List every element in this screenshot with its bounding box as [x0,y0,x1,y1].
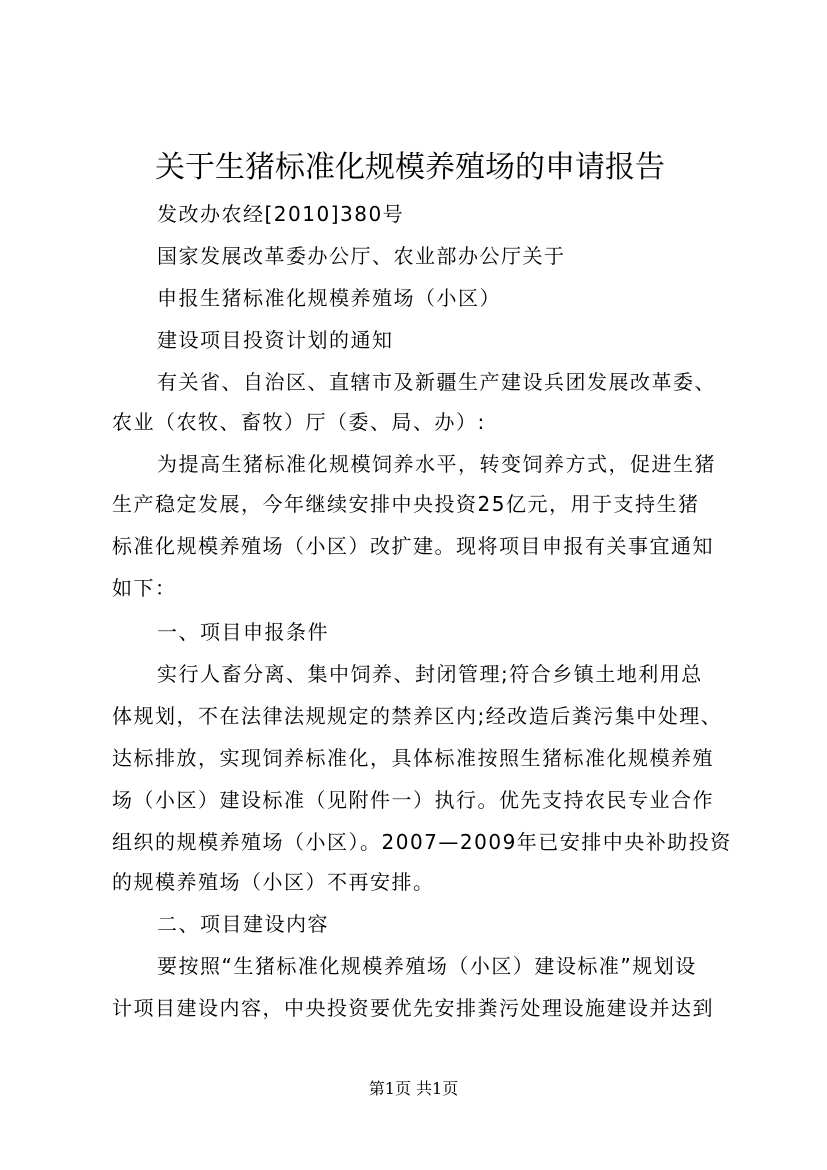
document-line: 有关省、自治区、直辖市及新疆生产建设兵团发展改革委、 [157,370,716,394]
document-line: 建设项目投资计划的通知 [157,328,394,352]
document-line: 如下： [112,576,177,600]
document-line: 生产稳定发展，今年继续安排中央投资25亿元，用于支持生猪 [112,492,700,516]
document-line: 申报生猪标准化规模养殖场（小区） [157,286,501,310]
document-line: 农业（农牧、畜牧）厅（委、局、办）: [112,410,486,434]
section-heading: 一、项目申报条件 [157,620,329,644]
document-line: 发改办农经[2010]380号 [157,202,405,226]
document-line: 计项目建设内容，中央投资要优先安排粪污处理设施建设并达到 [112,996,714,1020]
document-line: 场（小区）建设标准（见附件一）执行。优先支持农民专业合作 [112,788,714,812]
section-heading: 二、项目建设内容 [157,912,329,936]
document-line: 组织的规模养殖场（小区）。2007—2009年已安排中央补助投资 [112,830,732,854]
document-line: 实行人畜分离、集中饲养、封闭管理;符合乡镇土地利用总 [157,662,703,686]
page-footer: 第1页 共1页 [368,1079,459,1098]
document-line: 国家发展改革委办公厅、农业部办公厅关于 [157,244,566,268]
document-line: 的规模养殖场（小区）不再安排。 [112,870,435,894]
document-line: 标准化规模养殖场（小区）改扩建。现将项目申报有关事宜通知 [112,534,714,558]
document-line: 要按照“生猪标准化规模养殖场（小区）建设标准”规划设 [157,954,697,978]
document-title: 关于生猪标准化规模养殖场的申请报告 [155,150,665,185]
document-line: 达标排放，实现饲养标准化，具体标准按照生猪标准化规模养殖 [112,746,714,770]
document-line: 为提高生猪标准化规模饲养水平，转变饲养方式，促进生猪 [157,452,716,476]
document-line: 体规划，不在法律法规规定的禁养区内;经改造后粪污集中处理、 [112,704,723,728]
